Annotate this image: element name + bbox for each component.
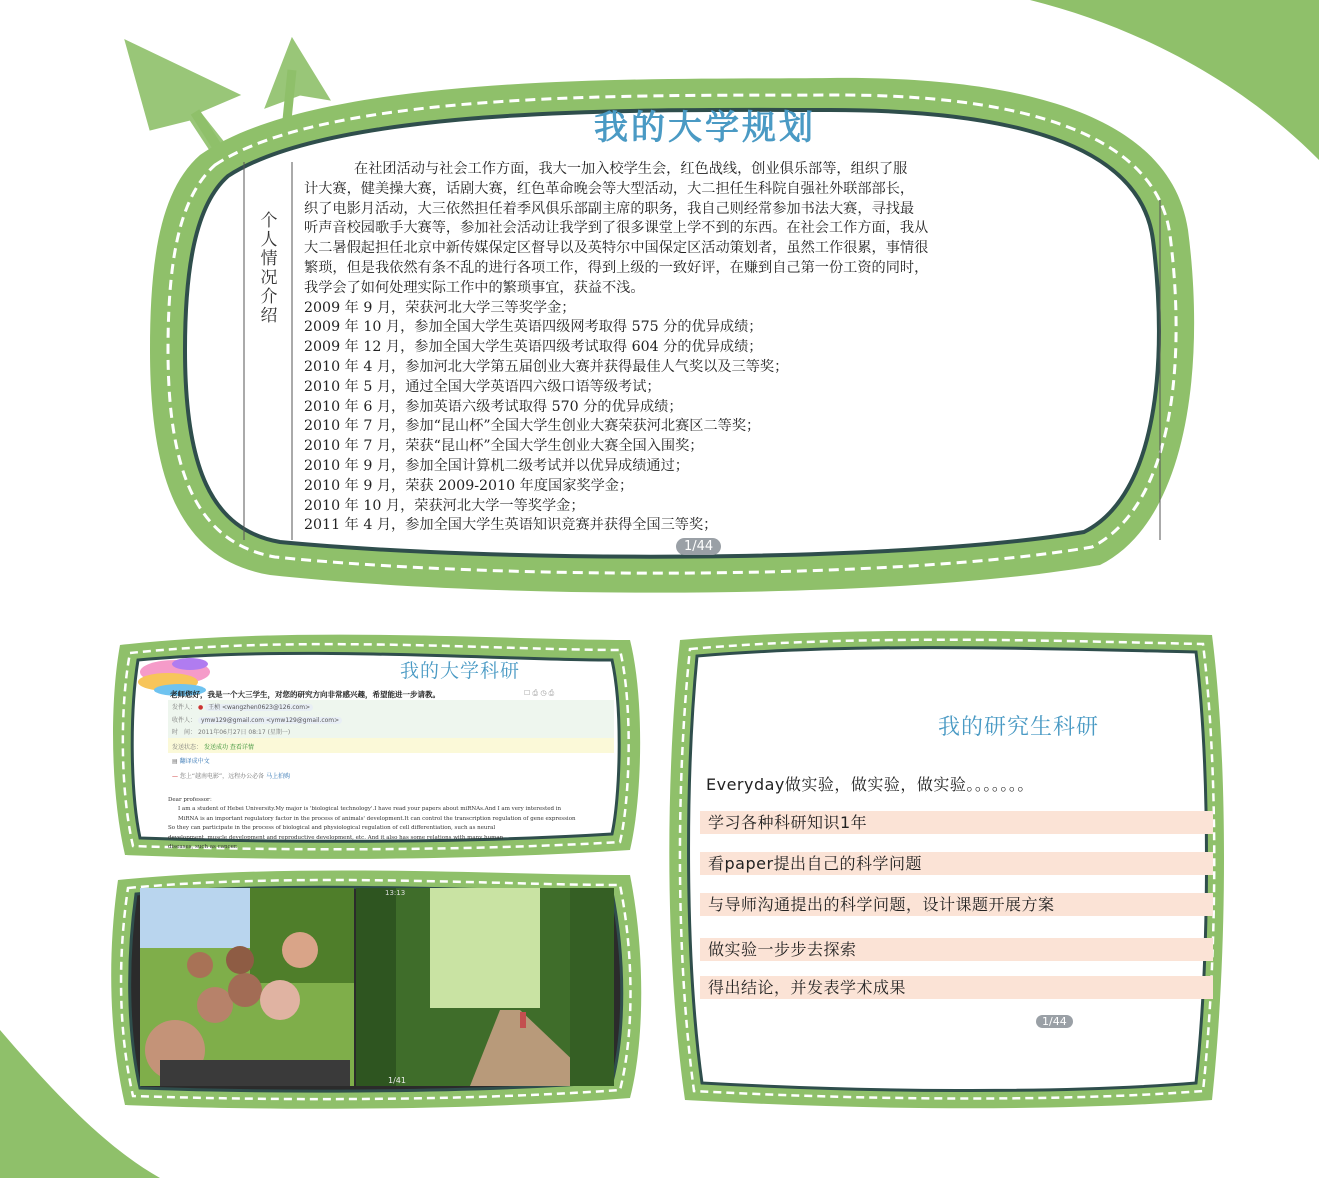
translate-link[interactable]: 翻译成中文 — [179, 758, 210, 765]
grad-research-title: 我的研究生科研 — [938, 715, 1100, 740]
grad-intro: Everyday做实验，做实验，做实验。。。。。。。 — [706, 775, 1034, 794]
achievement-item: 2009 年 10 月，参加全国大学生英语四级网考取得 575 分的优异成绩； — [304, 319, 763, 336]
paragraph-line: 听声音校园歌手大赛等，参加社会活动让我学到了很多课堂上学不到的东西。在社会工作方面，我从 — [304, 220, 929, 237]
translate-icon: ▤ — [172, 758, 178, 765]
achievement-item: 2010 年 7 月，荣获“昆山杯”全国大学生创业大赛全国入围奖； — [304, 438, 704, 455]
email-time: 2011年06月27日 08:17 (星期一) — [197, 729, 291, 736]
achievement-item: 2010 年 10 月，荣获河北大学一等奖学金； — [304, 497, 585, 514]
status-label: 发送状态： — [172, 744, 203, 751]
achievement-item: 2010 年 5 月，通过全国大学英语四六级口语等级考试； — [304, 378, 661, 395]
email-body-line: So they can participate in the process of biological and physiological regulation of cell differentiation, such as neural — [168, 825, 496, 832]
recipient-address[interactable]: ymw129@gmail.com <ymw129@gmail.com> — [198, 717, 342, 724]
achievement-item: 2010 年 4 月，参加河北大学第五届创业大赛并获得最佳人气奖以及三等奖； — [304, 358, 789, 375]
achievement-item: 2009 年 9 月，荣获河北大学三等奖学金； — [304, 299, 576, 316]
achievement-item: 2011 年 4 月，参加全国大学生英语知识竞赛并获得全国三等奖； — [304, 517, 718, 534]
achievement-item: 2010 年 9 月，荣获 2009-2010 年度国家奖学金； — [304, 477, 634, 494]
paragraph-line: 我学会了如何处理实际工作中的繁琐事宜，获益不浅。 — [304, 279, 645, 296]
research-title: 我的大学科研 — [400, 660, 521, 682]
email-greeting: Dear professor： — [168, 797, 216, 803]
email-body — [168, 796, 618, 852]
email-subject: 老师您好，我是一个大三学生，对您的研究方向非常感兴趣，希望能进一步请教。 — [170, 690, 440, 699]
status-bar-time: 13:13 — [385, 889, 406, 897]
document-body — [304, 160, 1154, 538]
translate-row — [172, 756, 210, 765]
status-value: 发送成功 — [203, 744, 228, 751]
email-sender-row — [172, 702, 313, 711]
achievement-item: 2009 年 12 月，参加全国大学生英语四级考试取得 604 分的优异成绩； — [304, 339, 763, 356]
paragraph-line: 繁琐，但是我依然有条不乱的进行各项工作，得到上级的一致好评，在赚到自己第一份工资的同时， — [304, 259, 929, 276]
photo-page-indicator: 1/41 — [388, 1076, 406, 1085]
step-item: 看paper提出自己的科学问题 — [700, 852, 1213, 875]
email-body-line: development, muscle development and reproductive development, etc. And it also has some relations with many human — [168, 834, 504, 841]
forest-path-photo — [356, 888, 614, 1086]
paragraph-line: 在社团活动与社会工作方面，我大一加入校学生会，红色战线，创业俱乐部等，组织了服 — [354, 161, 908, 177]
achievement-item: 2010 年 9 月，参加全国计算机二级考试并以优异成绩通过； — [304, 457, 689, 474]
step-item: 与导师沟通提出的科学问题，设计课题开展方案 — [700, 893, 1213, 916]
email-toolbar-icons[interactable]: ☐ ⎙ ◷ ⎙ — [524, 689, 555, 697]
email-time-row — [172, 727, 290, 736]
email-body-line: MiRNA is an important regulatory factor in the process of animals' development.It can control the transcription regulation of gene expression — [178, 815, 576, 822]
group-selfie-photo — [140, 888, 354, 1086]
paragraph-line: 大二暑假起担任北京中新传媒保定区督导以及英特尔中国保定区活动策划者，虽然工作很累，事情很 — [304, 240, 929, 257]
sender-avatar-icon: ● — [197, 704, 204, 711]
side-label: 个人情况介绍 — [260, 211, 278, 326]
step-item: 做实验一步步去探索 — [700, 938, 1213, 961]
time-label: 时 间： — [172, 729, 197, 736]
email-status-row — [172, 742, 254, 751]
email-body-line: I am a student of Hebei University.My major is 'biological technology'.I have read your papers about miRNAs.And I am very interested in — [178, 806, 562, 813]
note-link[interactable]: 马上拍购 — [266, 773, 291, 780]
email-body-line: diseases, such as cancer. — [168, 844, 238, 851]
page-title: 我的大学规划 — [594, 108, 816, 148]
note-row — [172, 771, 290, 780]
paragraph-line: 织了电影月活动，大三依然担任着季风俱乐部副主席的职务，我自己则经常参加书法大赛，寻找最 — [304, 200, 915, 217]
sender-label: 发件人： — [172, 704, 197, 711]
paragraph-line: 计大赛，健美操大赛，话剧大赛，红色革命晚会等大型活动，大二担任生科院自强社外联部部长， — [304, 180, 915, 197]
note-text: 您上“越南电影”，远程办公必备 — [179, 773, 265, 780]
step-item: 学习各种科研知识1年 — [700, 811, 1213, 834]
grad-page-indicator: 1/44 — [1036, 1015, 1073, 1028]
recipient-label: 收件人： — [172, 717, 197, 724]
achievement-item: 2010 年 7 月，参加“昆山杯”全国大学生创业大赛荣获河北赛区二等奖； — [304, 418, 761, 435]
dash-icon: — — [172, 773, 178, 780]
achievement-item: 2010 年 6 月，参加英语六级考试取得 570 分的优异成绩； — [304, 398, 683, 415]
page-indicator: 1/44 — [676, 538, 721, 555]
email-recipient-row — [172, 715, 342, 724]
sender-address[interactable]: 王桢 <wangzhen0623@126.com> — [205, 704, 313, 711]
status-detail-link[interactable]: 查看详情 — [229, 744, 254, 751]
step-item: 得出结论，并发表学术成果 — [700, 976, 1213, 999]
